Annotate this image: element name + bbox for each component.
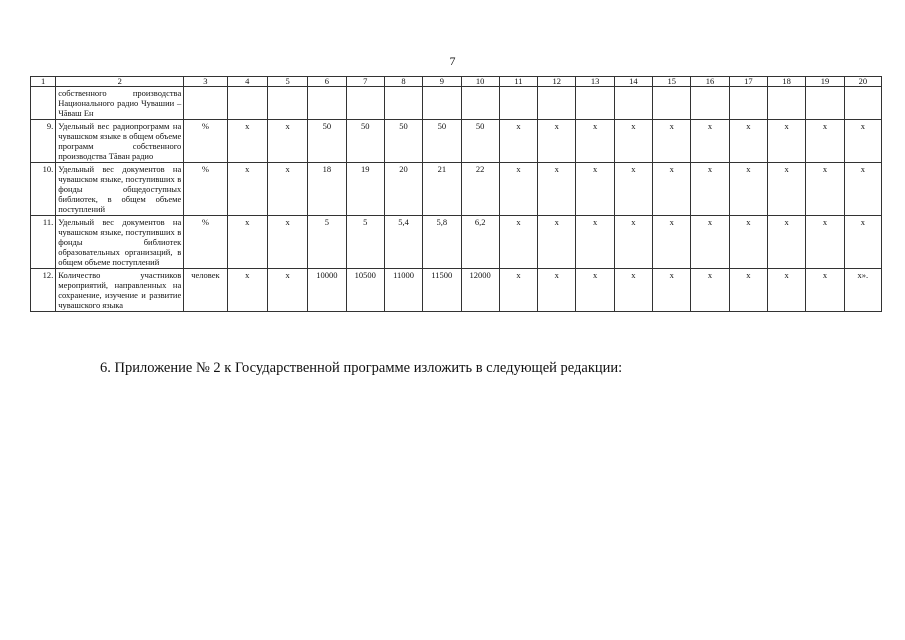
value-cell: х (227, 216, 267, 269)
column-header-4: 4 (227, 77, 267, 87)
value-cell: 50 (423, 120, 461, 163)
column-header-13: 13 (576, 77, 614, 87)
value-cell: х (691, 120, 729, 163)
value-cell: х (499, 216, 537, 269)
value-cell: 10000 (308, 269, 346, 312)
row-number-cell (31, 87, 56, 120)
value-cell: х (576, 216, 614, 269)
value-cell: х (691, 216, 729, 269)
row-number-cell: 10. (31, 163, 56, 216)
value-cell: х (576, 269, 614, 312)
value-cell: 50 (384, 120, 422, 163)
value-cell: х (768, 269, 806, 312)
column-header-8: 8 (384, 77, 422, 87)
value-cell: х (768, 163, 806, 216)
value-cell: х (227, 120, 267, 163)
table-header-row (31, 77, 882, 87)
value-cell (768, 87, 806, 120)
column-header-9: 9 (423, 77, 461, 87)
value-cell: 5,4 (384, 216, 422, 269)
value-cell: х (499, 269, 537, 312)
unit-cell: % (184, 120, 227, 163)
value-cell: х (614, 269, 652, 312)
value-cell: х (227, 163, 267, 216)
value-cell (653, 87, 691, 120)
value-cell: 20 (384, 163, 422, 216)
value-cell (267, 87, 307, 120)
value-cell: 50 (461, 120, 499, 163)
value-cell: х (768, 120, 806, 163)
value-cell: 11500 (423, 269, 461, 312)
value-cell (691, 87, 729, 120)
value-cell: х (729, 120, 767, 163)
column-header-18: 18 (768, 77, 806, 87)
column-header-6: 6 (308, 77, 346, 87)
value-cell: х (653, 120, 691, 163)
value-cell (806, 87, 844, 120)
value-cell (538, 87, 576, 120)
table-row (31, 216, 882, 269)
value-cell: х (538, 269, 576, 312)
value-cell: х (614, 120, 652, 163)
column-header-5: 5 (267, 77, 307, 87)
indicators-table (30, 76, 882, 312)
indicator-name-cell: Количество участников мероприятий, направленных на сохранение, изучение и развитие чувашского языка (56, 269, 184, 312)
value-cell: х (729, 269, 767, 312)
value-cell: х (499, 163, 537, 216)
value-cell: х (267, 216, 307, 269)
value-cell: 22 (461, 163, 499, 216)
value-cell: х (227, 269, 267, 312)
value-cell: х (806, 269, 844, 312)
value-cell: х (614, 216, 652, 269)
unit-cell: человек (184, 269, 227, 312)
value-cell: х (267, 120, 307, 163)
value-cell: 50 (308, 120, 346, 163)
column-header-17: 17 (729, 77, 767, 87)
value-cell: х (653, 269, 691, 312)
column-header-3: 3 (184, 77, 227, 87)
unit-cell: % (184, 216, 227, 269)
column-header-10: 10 (461, 77, 499, 87)
value-cell: 11000 (384, 269, 422, 312)
value-cell: 12000 (461, 269, 499, 312)
value-cell (844, 87, 881, 120)
value-cell: х (691, 163, 729, 216)
value-cell: х (691, 269, 729, 312)
value-cell: х (499, 120, 537, 163)
indicator-name-cell: Удельный вес радиопрограмм на чувашском языке в общем объеме программ собственного производства Тăван радио (56, 120, 184, 163)
value-cell: х (576, 163, 614, 216)
table-row (31, 163, 882, 216)
value-cell (614, 87, 652, 120)
value-cell (308, 87, 346, 120)
row-number-cell: 11. (31, 216, 56, 269)
value-cell: х (768, 216, 806, 269)
value-cell: х (844, 216, 881, 269)
value-cell (461, 87, 499, 120)
indicator-name-cell: Удельный вес документов на чувашском языке, поступивших в фонды библиотек образовательных организаций, в общем объеме поступлений (56, 216, 184, 269)
column-header-16: 16 (691, 77, 729, 87)
value-cell: х (729, 216, 767, 269)
value-cell: х (806, 216, 844, 269)
column-header-20: 20 (844, 77, 881, 87)
indicator-name-cell: Удельный вес документов на чувашском языке, поступивших в фонды общедоступных библиотек, в общем объеме поступлений (56, 163, 184, 216)
indicator-name-cell: собственного производства Национального радио Чувашии – Чăваш Ен (56, 87, 184, 120)
unit-cell: % (184, 163, 227, 216)
unit-cell (184, 87, 227, 120)
value-cell: х (267, 163, 307, 216)
column-header-19: 19 (806, 77, 844, 87)
value-cell: х (538, 163, 576, 216)
value-cell: 5 (346, 216, 384, 269)
value-cell: 18 (308, 163, 346, 216)
value-cell (423, 87, 461, 120)
column-header-11: 11 (499, 77, 537, 87)
column-header-14: 14 (614, 77, 652, 87)
value-cell: х». (844, 269, 881, 312)
value-cell: х (844, 163, 881, 216)
value-cell: х (267, 269, 307, 312)
value-cell: х (806, 120, 844, 163)
value-cell (227, 87, 267, 120)
value-cell: 19 (346, 163, 384, 216)
value-cell (729, 87, 767, 120)
value-cell: 21 (423, 163, 461, 216)
value-cell: 10500 (346, 269, 384, 312)
value-cell: 5,8 (423, 216, 461, 269)
value-cell: х (729, 163, 767, 216)
value-cell: х (653, 163, 691, 216)
value-cell (576, 87, 614, 120)
value-cell: х (538, 120, 576, 163)
table-row (31, 269, 882, 312)
column-header-1: 1 (31, 77, 56, 87)
amendment-paragraph: 6. Приложение № 2 к Государственной программе изложить в следующей редакции: (100, 360, 623, 376)
value-cell: х (614, 163, 652, 216)
table-row (31, 120, 882, 163)
row-number-cell: 9. (31, 120, 56, 163)
column-header-12: 12 (538, 77, 576, 87)
value-cell: 50 (346, 120, 384, 163)
page-number: 7 (449, 54, 456, 68)
value-cell: х (844, 120, 881, 163)
value-cell: х (538, 216, 576, 269)
column-header-15: 15 (653, 77, 691, 87)
table-row (31, 87, 882, 120)
value-cell (499, 87, 537, 120)
value-cell (384, 87, 422, 120)
row-number-cell: 12. (31, 269, 56, 312)
value-cell: х (653, 216, 691, 269)
value-cell: 6,2 (461, 216, 499, 269)
value-cell (346, 87, 384, 120)
column-header-7: 7 (346, 77, 384, 87)
value-cell: х (576, 120, 614, 163)
value-cell: х (806, 163, 844, 216)
column-header-2: 2 (56, 77, 184, 87)
value-cell: 5 (308, 216, 346, 269)
